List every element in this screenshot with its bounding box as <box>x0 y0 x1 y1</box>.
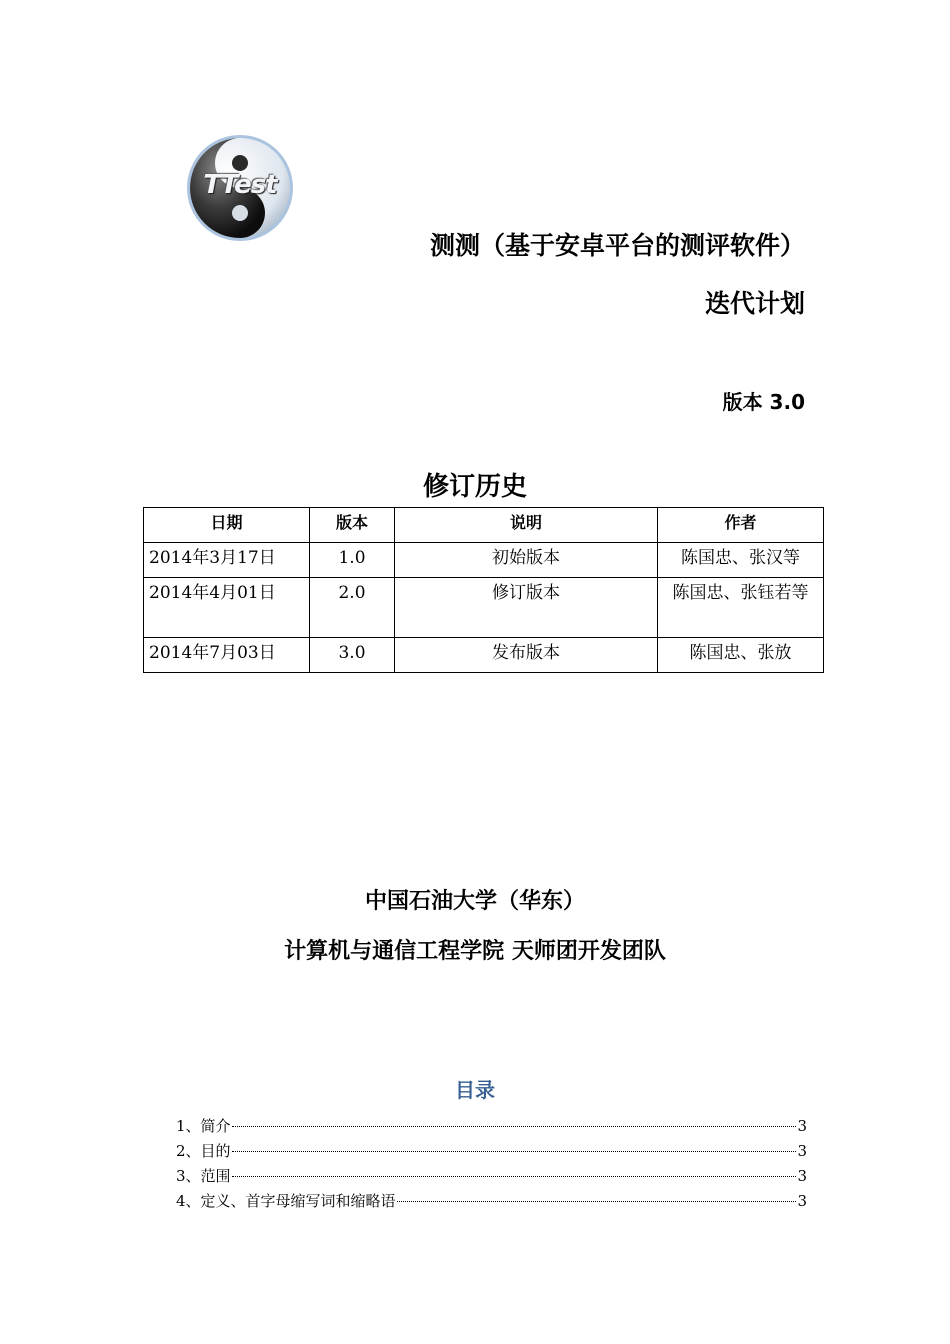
table-of-contents <box>176 1115 807 1215</box>
cell-date: 2014年3月17日 <box>144 543 310 578</box>
toc-item-number: 1、 <box>176 1117 201 1135</box>
toc-item[interactable] <box>176 1115 807 1140</box>
cell-description: 修订版本 <box>395 578 658 638</box>
cell-version: 1.0 <box>310 543 395 578</box>
toc-item[interactable] <box>176 1165 807 1190</box>
table-header-row <box>144 508 824 543</box>
toc-leader-dots <box>397 1201 797 1202</box>
toc-item-page: 3 <box>797 1117 807 1135</box>
toc-item-label: 范围 <box>200 1167 231 1185</box>
cell-description: 初始版本 <box>395 543 658 578</box>
revision-history-heading: 修订历史 <box>422 472 527 502</box>
table-row <box>144 578 824 638</box>
organization-team: 计算机与通信工程学院 天师团开发团队 <box>284 939 666 964</box>
toc-item[interactable] <box>176 1140 807 1165</box>
toc-item-page: 3 <box>797 1167 807 1185</box>
document-version: 版本 3.0 <box>722 390 805 414</box>
toc-item-label: 定义、首字母缩写词和缩略语 <box>200 1192 396 1210</box>
table-row <box>144 638 824 673</box>
revision-history-table <box>143 507 824 673</box>
cell-author: 陈国忠、张钰若等 <box>658 578 824 638</box>
logo-text: TTest <box>203 170 277 200</box>
column-header-date: 日期 <box>144 508 310 543</box>
table-row <box>144 543 824 578</box>
cell-date: 2014年7月03日 <box>144 638 310 673</box>
toc-item-page: 3 <box>797 1192 807 1210</box>
document-subtitle: 迭代计划 <box>704 289 805 318</box>
cell-description: 发布版本 <box>395 638 658 673</box>
toc-item-number: 2、 <box>176 1142 201 1160</box>
cell-version: 2.0 <box>310 578 395 638</box>
logo <box>186 134 294 242</box>
toc-item-number: 4、 <box>176 1192 201 1210</box>
toc-item-page: 3 <box>797 1142 807 1160</box>
column-header-description: 说明 <box>395 508 658 543</box>
toc-leader-dots <box>232 1151 797 1152</box>
column-header-author: 作者 <box>658 508 824 543</box>
toc-leader-dots <box>232 1126 797 1127</box>
cell-version: 3.0 <box>310 638 395 673</box>
toc-item-number: 3、 <box>176 1167 201 1185</box>
cell-author: 陈国忠、张汉等 <box>658 543 824 578</box>
cell-date: 2014年4月01日 <box>144 578 310 638</box>
toc-leader-dots <box>232 1176 797 1177</box>
cell-author: 陈国忠、张放 <box>658 638 824 673</box>
column-header-version: 版本 <box>310 508 395 543</box>
toc-item-label: 简介 <box>200 1117 231 1135</box>
organization-university: 中国石油大学（华东） <box>364 889 585 914</box>
toc-item-label: 目的 <box>200 1142 231 1160</box>
toc-item[interactable] <box>176 1190 807 1215</box>
document-title: 测测（基于安卓平台的测评软件） <box>429 231 805 260</box>
toc-heading: 目录 <box>455 1078 495 1102</box>
